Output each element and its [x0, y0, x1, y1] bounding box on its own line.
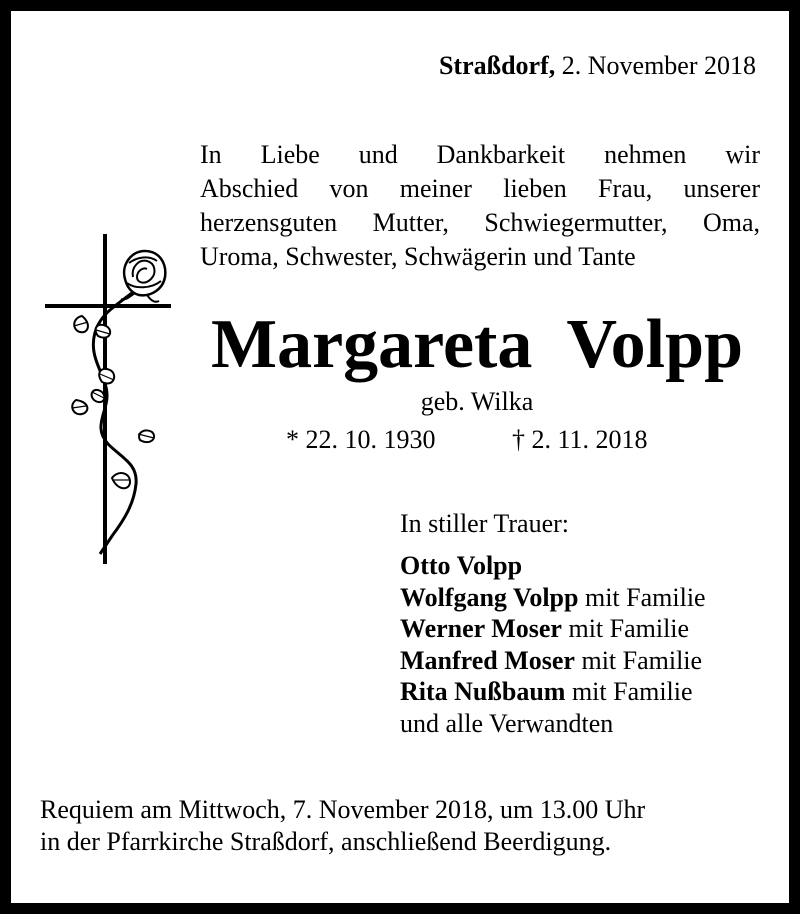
mourners-closing: und alle Verwandten	[400, 708, 614, 738]
requiem-line: in der Pfarrkirche Straßdorf, anschließend Beerdigung.	[40, 827, 612, 856]
mourner-suffix: mit Familie	[578, 582, 706, 612]
intro-line: Uroma, Schwester, Schwägerin und Tante	[200, 242, 636, 271]
mourner	[400, 613, 706, 645]
mourner-suffix: mit Familie	[561, 614, 690, 643]
mourner-name: Manfred Moser	[400, 645, 575, 675]
mourner-name: Rita Nußbaum	[400, 677, 566, 706]
deceased-name: Margareta Volpp	[211, 306, 743, 383]
intro-line: herzensguten Mutter, Schwiegermutter, Oma,	[200, 208, 760, 237]
mourner	[400, 550, 706, 582]
birth-date: * 22. 10. 1930	[286, 425, 436, 454]
mourners-list	[400, 550, 706, 739]
mourner	[400, 645, 706, 677]
cross-with-rose-icon	[40, 232, 180, 572]
requiem-line: Requiem am Mittwoch, 7. November 2018, um 13.00 Uhr	[40, 795, 646, 824]
mourner-name: Wolfgang Volpp	[400, 582, 579, 612]
birth-name: geb. Wilka	[420, 387, 534, 416]
mourner	[400, 582, 706, 614]
intro-line: In Liebe und Dankbarkeit nehmen wir	[200, 140, 760, 169]
mourner-suffix: mit Familie	[565, 677, 693, 706]
death-date: † 2. 11. 2018	[512, 425, 648, 454]
mourner	[400, 676, 706, 708]
mourner-name: Werner Moser	[400, 614, 562, 643]
notice-date: 2. November 2018	[561, 51, 756, 80]
mourner-suffix: mit Familie	[574, 645, 703, 675]
mourning-title: In stiller Trauer:	[400, 509, 569, 538]
intro-line: Abschied von meiner lieben Frau, unserer	[200, 174, 760, 203]
intro-text	[200, 138, 760, 274]
mourner-name: Otto Volpp	[400, 551, 523, 580]
place: Straßdorf,	[438, 51, 556, 80]
place-date	[439, 50, 756, 82]
requiem-text	[40, 794, 645, 858]
